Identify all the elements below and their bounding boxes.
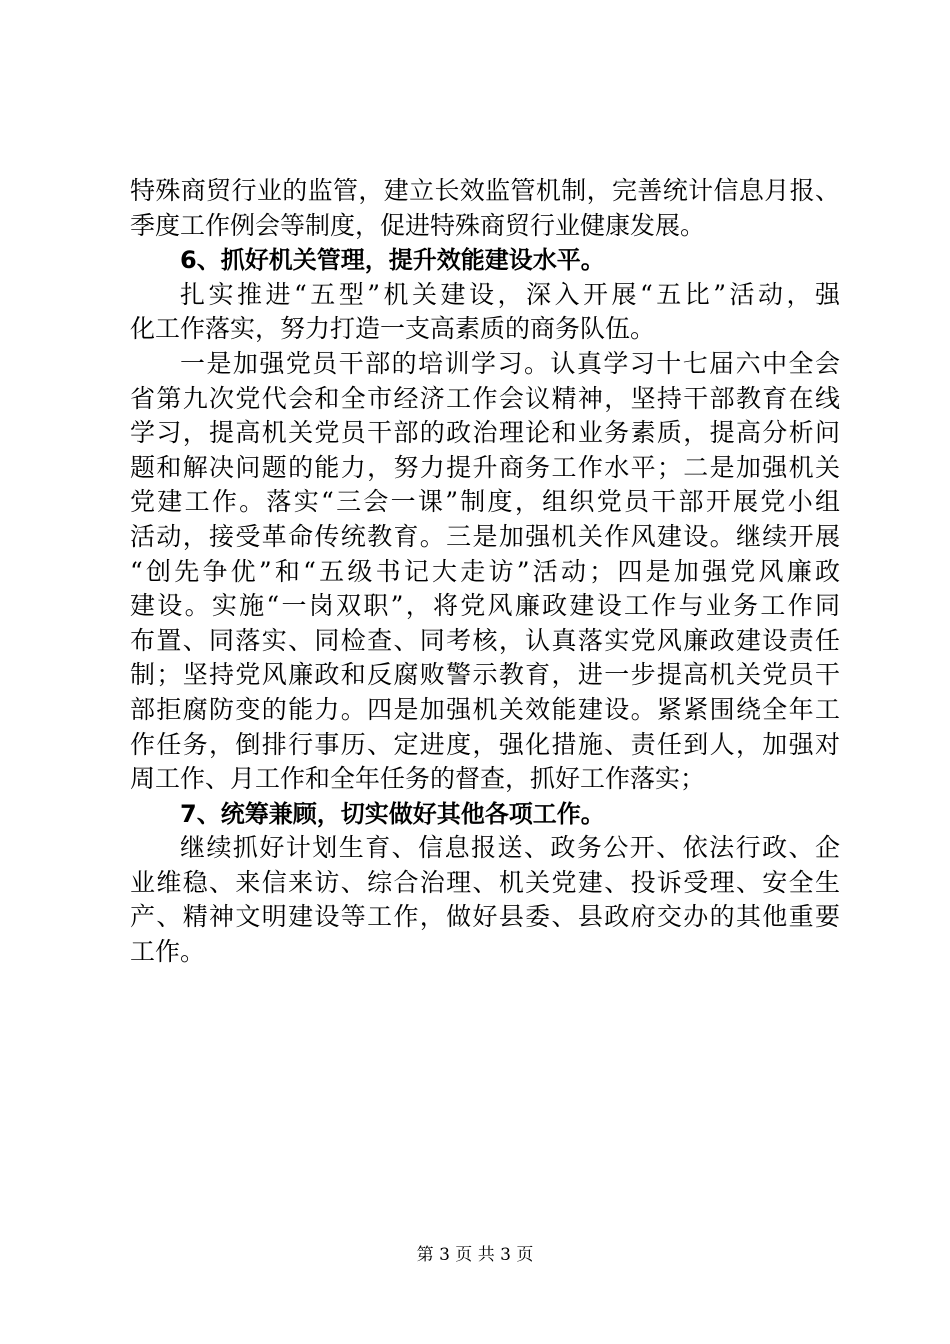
- document-body: [130, 174, 840, 970]
- text-line: 部拒腐防变的能力。四是加强机关效能建设。紧紧围绕全年工: [130, 694, 840, 724]
- text-line: 制；坚持党风廉政和反腐败警示教育，进一步提高机关党员干: [130, 660, 840, 690]
- text-line: 工作。: [130, 937, 206, 967]
- text-line: 产、精神文明建设等工作，做好县委、县政府交办的其他重要: [130, 902, 840, 932]
- text-line: 季度工作例会等制度，促进特殊商贸行业健康发展。: [130, 210, 706, 240]
- page-number-footer: 第 3 页 共 3 页: [416, 1245, 534, 1265]
- text-line: 题和解决问题的能力，努力提升商务工作水平；二是加强机关: [130, 452, 840, 482]
- text-line: 扎实推进“五型”机关建设，深入开展“五比”活动，强: [180, 279, 840, 309]
- text-line: 学习，提高机关党员干部的政治理论和业务素质，提高分析问: [130, 418, 840, 448]
- text-line: 省第九次党代会和全市经济工作会议精神，坚持干部教育在线: [130, 383, 840, 413]
- text-line: 化工作落实，努力打造一支高素质的商务队伍。: [130, 314, 656, 344]
- text-line: 特殊商贸行业的监管，建立长效监管机制，完善统计信息月报、: [130, 176, 840, 205]
- text-line: 作任务，倒排行事历、定进度，强化措施、责任到人，加强对: [130, 729, 840, 759]
- text-line: “创先争优”和“五级书记大走访”活动；四是加强党风廉政: [130, 556, 840, 586]
- text-line: 继续抓好计划生育、信息报送、政务公开、依法行政、企: [180, 833, 840, 863]
- section-heading: 6、抓好机关管理，提升效能建设水平。: [180, 246, 605, 275]
- section-heading: 7、统筹兼顾，切实做好其他各项工作。: [180, 799, 605, 828]
- text-line: 活动，接受革命传统教育。三是加强机关作风建设。继续开展: [130, 521, 840, 551]
- text-line: 周工作、月工作和全年任务的督查，抓好工作落实；: [130, 764, 706, 794]
- text-line: 党建工作。落实“三会一课”制度，组织党员干部开展党小组: [130, 487, 840, 517]
- text-line: 一是加强党员干部的培训学习。认真学习十七届六中全会: [180, 348, 840, 378]
- text-line: 建设。实施“一岗双职”，将党风廉政建设工作与业务工作同: [130, 591, 840, 621]
- text-line: 业维稳、来信来访、综合治理、机关党建、投诉受理、安全生: [130, 867, 840, 897]
- text-line: 布置、同落实、同检查、同考核，认真落实党风廉政建设责任: [130, 625, 840, 655]
